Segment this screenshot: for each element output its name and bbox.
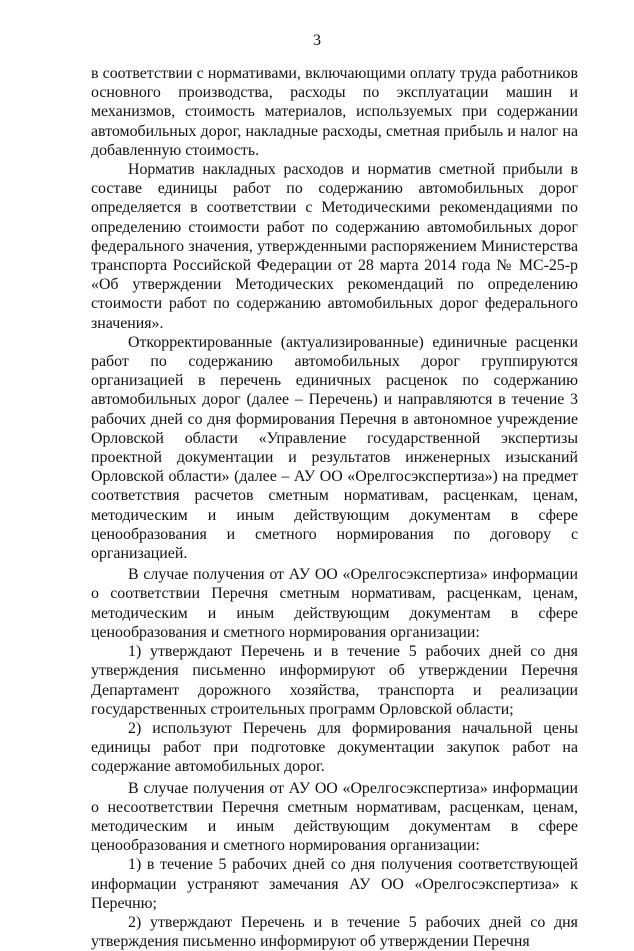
list-item-use: 2) используют Перечень для формирования начальной цены единицы работ при подготовке документации закупок работ на содержание автомобильных дорог. xyxy=(91,719,578,776)
paragraph-noncompliance: В случае получения от АУ ОО «Орелгосэкспертиза» информации о несоответствии Перечня сметным нормативам, расценкам, ценам, методическим и иным действующим документам в сфере ценообразования и сметного нормирования организации: xyxy=(91,779,578,855)
list-item-fix: 1) в течение 5 рабочих дней со дня получения соответствующей информации устраняют замечания АУ ОО «Орелгосэкспертиза» к Перечню; xyxy=(91,856,578,912)
paragraph-compliance: В случае получения от АУ ОО «Орелгосэкспертиза» информации о соответствии Перечня сметным нормативам, расценкам, ценам, методическим и иным действующим документам в сфере ценообразования и сметного нормирования организации: xyxy=(91,566,578,641)
paragraph-price-list: Откорректированные (актуализированные) единичные расценки работ по содержанию автомобильных дорог группируются организацией в перечень единичных расценок по содержанию автомобильных дорог (далее – Перечень) и направляются в течение 3 рабочих дней со дня формирования Перечня в автономное учреждение Орловской области «Управление государственной экспертизы проектной документации и результатов инженерных изысканий Орловской области» (далее – АУ ОО «Орелгосэкспертиза») на предмет соответствия расчетов сметным нормативам, расценкам, ценам, методическим и иным действующим документам в сфере ценообразования и сметного нормирования по договору с организацией. xyxy=(91,333,578,563)
list-item-approve: 1) утверждают Перечень и в течение 5 рабочих дней со дня утверждения письменно информируют об утверждении Перечня Департамент дорожного хозяйства, транспорта и реализации государственных строительных программ Орловской области; xyxy=(91,643,578,718)
page-number: 3 xyxy=(313,32,321,49)
paragraph-overhead-norms: Норматив накладных расходов и норматив сметной прибыли в составе единицы работ по содержанию автомобильных дорог определяется в соответствии с Методическими рекомендациями по определению стоимости работ по содержанию автомобильных дорог федерального значения, утвержденными распоряжением Министерства транспорта Российской Федерации от 28 марта 2014 года № МС-25-р «Об утверждении Методических рекомендаций по определению стоимости работ по содержанию автомобильных дорог федерального значения». xyxy=(91,161,578,332)
document-body xyxy=(91,64,578,951)
list-item-approve-2: 2) утверждают Перечень и в течение 5 рабочих дней со дня утверждения письменно информируют об утверждении Перечня xyxy=(91,913,578,951)
paragraph-continuation: в соответствии с нормативами, включающими оплату труда работников основного производства, расходы по эксплуатации машин и механизмов, стоимость материалов, используемых при содержании автомобильных дорог, накладные расходы, сметная прибыль и налог на добавленную стоимость. xyxy=(91,65,578,159)
